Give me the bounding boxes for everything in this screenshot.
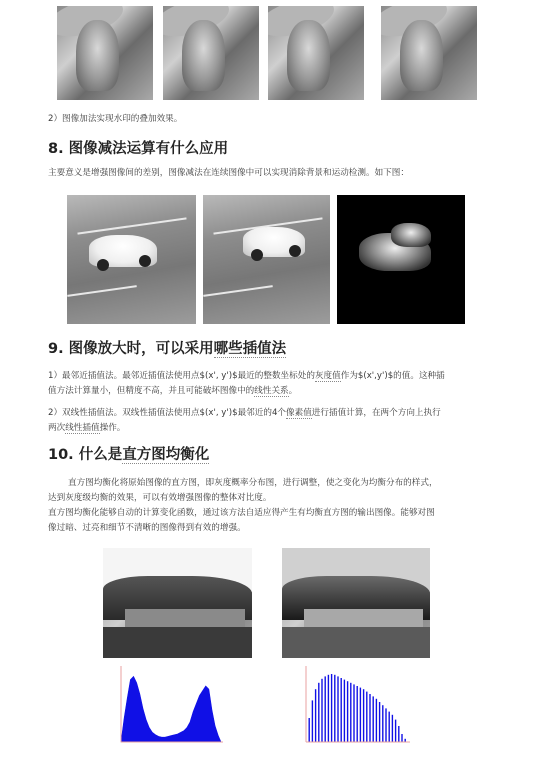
landscape-original: [103, 548, 252, 658]
p2-text-c: 两次: [48, 423, 66, 433]
lena-image-1: [57, 6, 153, 100]
p1-text-a: 1）最邻近插值法。最邻近插值法使用点$(x', y')$最近的整数坐标处的: [48, 371, 315, 381]
section10-heading: [48, 446, 209, 464]
p1-text-c: 值方法计算量小，但精度不高，并且可能破坏图像中的: [48, 386, 255, 396]
linear-interp-link[interactable]: 线性插值: [65, 423, 100, 433]
histogram-area: [121, 676, 221, 742]
section9-heading-text: 9. 图像放大时，可以采用: [48, 341, 214, 357]
lena-image-2: [163, 6, 259, 100]
p1-text-d: 。: [288, 386, 298, 396]
section9-p2-line1: [48, 406, 441, 421]
car-frame-1: [67, 195, 196, 324]
pixel-value-link[interactable]: 像素值: [286, 408, 312, 418]
p2-text-b: 进行插值计算，在两个方向上执行: [311, 408, 441, 418]
original-histogram-chart: [115, 664, 225, 746]
section9-heading: [48, 340, 286, 358]
section9-p2-line2: [48, 421, 125, 436]
watermark-caption: 2）图像加法实现水印的叠加效果。: [48, 114, 183, 124]
grayscale-link[interactable]: 灰度值: [314, 371, 341, 381]
p2-text-d: 操作。: [99, 423, 126, 433]
section10-heading-text: 10. 什么是: [48, 447, 123, 463]
lena-image-4: [381, 6, 477, 100]
section10-line1: 直方图均衡化将原始图像的直方图，即灰度概率分布图，进行调整，使之变化为均衡分布的样式，: [68, 478, 438, 488]
section10-heading-link[interactable]: 直方图均衡化: [122, 447, 210, 463]
p2-text-a: 2）双线性插值法。双线性插值法使用点$(x', y')$最邻近的4个: [48, 408, 286, 418]
linear-relation-link[interactable]: 线性关系: [254, 386, 289, 396]
section9-p1-line1: [48, 369, 445, 384]
section9-heading-link[interactable]: 哪些插值法: [213, 341, 287, 357]
equalized-histogram-chart: [300, 664, 412, 746]
section10-line4: 像过暗、过亮和细节不清晰的图像得到有效的增强。: [48, 523, 246, 533]
section8-heading: 8. 图像减法运算有什么应用: [48, 141, 229, 157]
lena-image-3: [268, 6, 364, 100]
landscape-equalized: [282, 548, 430, 658]
section8-body: 主要意义是增强图像间的差别，图像减法在连续图像中可以实现消除背景和运动检测。如下图：: [48, 168, 409, 178]
section9-p1-line2: [48, 384, 297, 399]
section10-line2: 达到灰度级均衡的效果，可以有效增强图像的整体对比度。: [48, 493, 272, 503]
car-difference-image: [337, 195, 465, 324]
car-frame-2: [203, 195, 330, 324]
section10-line3: 直方图均衡化能够自动的计算变化函数，通过该方法自适应得产生有均衡直方图的输出图像。能够对图: [48, 508, 435, 518]
p1-text-b: 作为$(x',y')$的值。这种插: [340, 371, 445, 381]
